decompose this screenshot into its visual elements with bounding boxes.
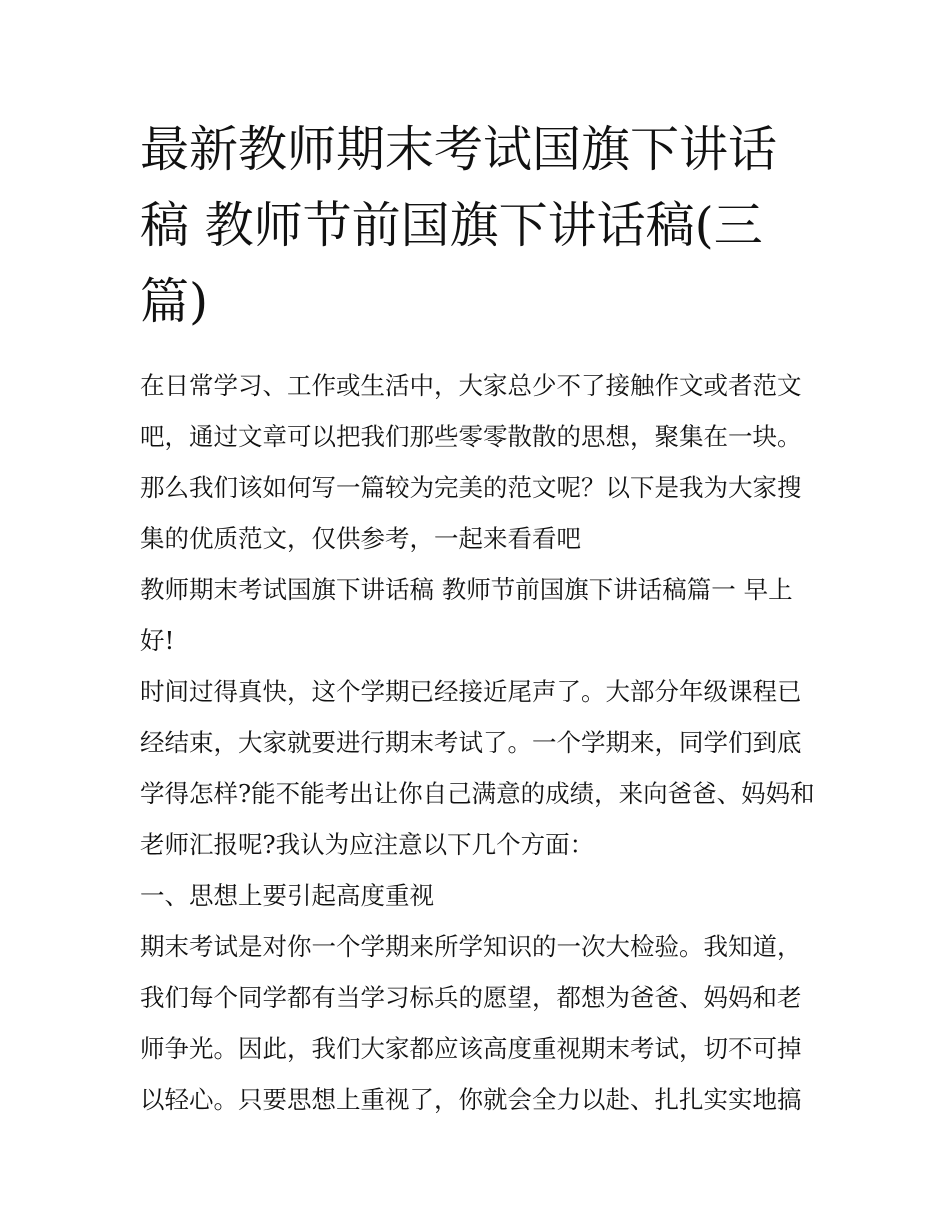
section-heading-paragraph: 教师期末考试国旗下讲话稿 教师节前国旗下讲话稿篇一 早上好! — [140, 575, 793, 655]
body-paragraph: 期末考试是对你一个学期来所学知识的一次大检验。我知道，我们每个同学都有当学习标兵的愿望，都想为爸爸、妈妈和老师争光。因此，我们大家都应该高度重视期末考试，切不可掉以轻心。只要思想上重视了，你就会全力以赴、扎扎实实地搞 — [140, 932, 802, 1114]
subheading-paragraph: 一、思想上要引起高度重视 — [140, 881, 434, 910]
intro-paragraph: 在日常学习、工作或生活中，大家总少不了接触作文或者范文吧，通过文章可以把我们那些零零散散的思想，聚集在一块。那么我们该如何写一篇较为完美的范文呢？以下是我为大家搜集的优质范文，仅供参考，一起来看看吧 — [140, 371, 802, 553]
document-body — [140, 360, 820, 1125]
document-content — [140, 112, 820, 1125]
document-title: 最新教师期末考试国旗下讲话稿 教师节前国旗下讲话稿(三篇) — [140, 121, 778, 330]
body-paragraph: 时间过得真快，这个学期已经接近尾声了。大部分年级课程已经结束，大家就要进行期末考试了。一个学期来，同学们到底学得怎样?能不能考出让你自己满意的成绩，来向爸爸、妈妈和老师汇报呢?我认为应注意以下几个方面： — [140, 677, 815, 859]
